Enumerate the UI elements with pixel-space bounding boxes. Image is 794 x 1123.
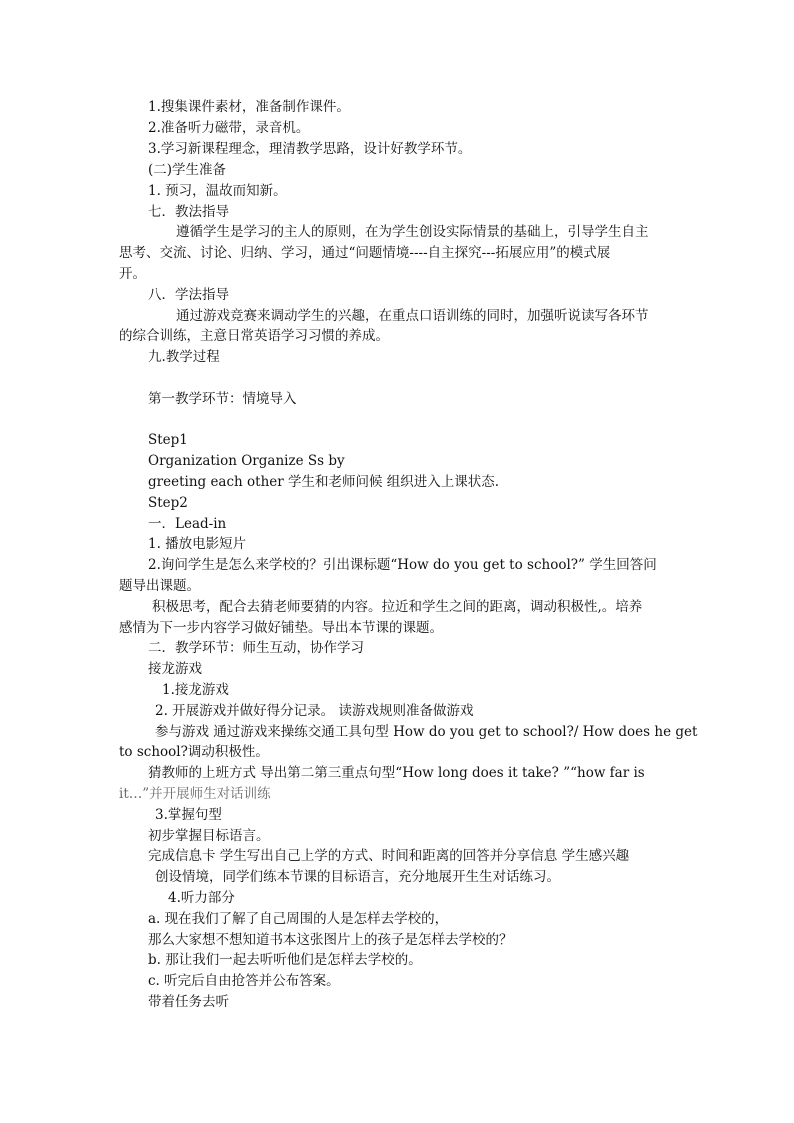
text-line-17: greeting each other 学生和老师问候 组织进入上课状态. <box>148 474 500 490</box>
section-heading-learning-method: 八．学法指导 <box>148 287 229 303</box>
text-line-34: 初步掌握目标语言。 <box>148 828 270 844</box>
text-line-14: 第一教学环节：情境导入 <box>148 391 297 407</box>
text-line-20: 1. 播放电影短片 <box>148 536 247 552</box>
text-line-39: 那么大家想不想知道书本这张图片上的孩子是怎样去学校的？ <box>148 932 513 948</box>
text-line-38: a. 现在我们了解了自己周围的人是怎样去学校的， <box>148 911 449 927</box>
text-line-24: 感情为下一步内容学习做好铺垫。导出本节课的课题。 <box>119 620 443 636</box>
text-line-7: 遵循学生是学习的主人的原则，在为学生创设实际情景的基础上，引导学生自主 <box>176 224 649 240</box>
text-line-21: 2.询问学生是怎么来学校的？引出课标题“How do you get to school?” 学生回答问 <box>148 557 657 573</box>
text-line-11: 通过游戏竞赛来调动学生的兴趣，在重点口语训练的同时，加强听说读写各环节 <box>176 308 649 324</box>
text-line-2: 2.准备听力磁带，录音机。 <box>148 120 310 136</box>
text-line-23: 积极思考，配合去猜老师要猜的内容。拉近和学生之间的距离，调动积极性,。培养 <box>152 599 643 615</box>
text-line-12: 的综合训练，主意日常英语学习习惯的养成。 <box>119 328 389 344</box>
section-heading-teaching-process: 九.教学过程 <box>148 349 220 365</box>
text-line-42: 带着任务去听 <box>148 994 229 1010</box>
text-line-35: 完成信息卡 学生写出自己上学的方式、时间和距离的回答并分享信息 学生感兴趣 <box>148 848 630 864</box>
text-line-9: 开。 <box>119 266 146 282</box>
text-line-18: Step2 <box>148 495 188 511</box>
text-line-16: Organization Organize Ss by <box>148 453 345 469</box>
text-line-25: 二．教学环节：师生互动，协作学习 <box>148 640 364 656</box>
text-line-1: 1.搜集课件素材，准备制作课件。 <box>148 99 350 115</box>
text-line-31: 猜教师的上班方式 导出第二第三重点句型“How long does it take? ”“how far is <box>148 765 645 781</box>
text-line-19: 一．Lead-in <box>148 516 227 532</box>
text-line-4: (二)学生准备 <box>148 162 227 178</box>
text-line-15: Step1 <box>148 432 188 448</box>
text-line-40: b. 那让我们一起去听听他们是怎样去学校的。 <box>148 952 422 968</box>
text-line-36: 创设情境，同学们练本节课的目标语言，充分地展开生生对话练习。 <box>155 869 560 885</box>
text-line-26: 接龙游戏 <box>148 661 202 677</box>
text-line-29: 参与游戏 通过游戏来操练交通工具句型 How do you get to school?/ How does he get <box>155 724 698 740</box>
section-heading-teaching-method: 七．教法指导 <box>148 204 229 220</box>
text-line-27: 1.接龙游戏 <box>162 682 229 698</box>
text-line-41: c. 听完后自由抢答并公布答案。 <box>148 973 340 989</box>
text-line-8: 思考、交流、讨论、归纳、学习，通过“问题情境----自主探究---拓展应用”的模式展 <box>119 245 611 261</box>
text-line-32: it…”并开展师生对话训练 <box>119 786 271 802</box>
text-line-22: 题导出课题。 <box>119 578 200 594</box>
text-line-30: to school?调动积极性。 <box>119 744 269 760</box>
text-line-33: 3.掌握句型 <box>155 807 222 823</box>
text-line-28: 2. 开展游戏并做好得分记录。 读游戏规则准备做游戏 <box>155 703 474 719</box>
text-line-3: 3.学习新课程理念，理清教学思路，设计好教学环节。 <box>148 141 472 157</box>
text-line-37: 4.听力部分 <box>168 890 235 906</box>
text-line-5: 1. 预习，温故而知新。 <box>148 183 287 199</box>
